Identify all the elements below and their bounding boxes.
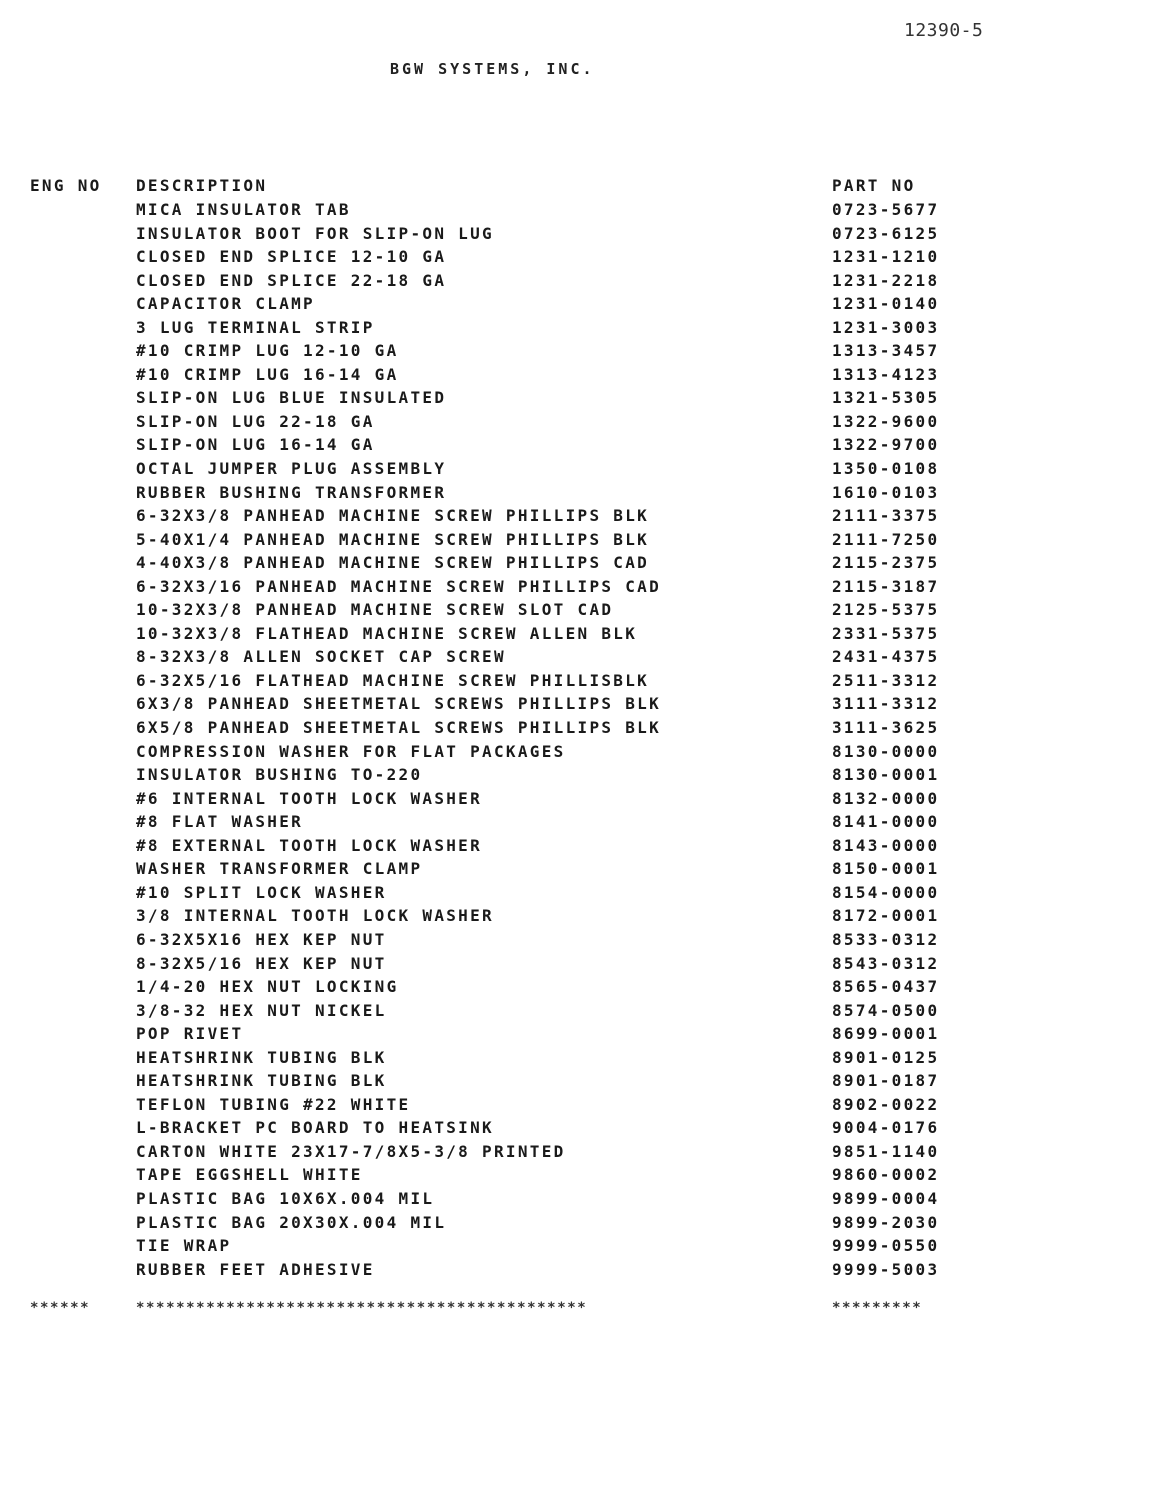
item-part-number: 9899-2030 [832,1212,940,1232]
item-description: SLIP-ON LUG BLUE INSULATED [136,388,447,408]
list-item [0,718,1150,742]
item-description: 3 LUG TERMINAL STRIP [136,317,375,337]
item-part-number: 1313-4123 [832,364,940,384]
document-number: 12390-5 [904,20,984,41]
list-item [0,647,1150,671]
item-description: HEATSHRINK TUBING BLK [136,1071,387,1091]
item-part-number: 0723-5677 [832,200,940,219]
list-item [0,1189,1150,1213]
list-item [0,1095,1150,1119]
item-part-number: 1231-0140 [832,294,940,314]
item-part-number: 8565-0437 [832,977,940,997]
item-part-number: 3111-3625 [832,718,940,738]
list-item [0,624,1150,648]
list-item [0,1118,1150,1142]
item-description: 10-32X3/8 FLATHEAD MACHINE SCREW ALLEN BLK [136,623,638,643]
item-description: 6X3/8 PANHEAD SHEETMETAL SCREWS PHILLIPS BLK [136,694,662,714]
column-header-row [0,176,1150,198]
item-description: #8 EXTERNAL TOOTH LOCK WASHER [136,835,483,855]
item-part-number: 8141-0000 [832,812,940,832]
item-part-number: 8574-0500 [832,1000,940,1020]
list-item [0,1071,1150,1095]
item-description: 6-32X5/16 FLATHEAD MACHINE SCREW PHILLISBLK [136,670,650,690]
item-description: 6-32X3/8 PANHEAD MACHINE SCREW PHILLIPS BLK [136,506,650,526]
item-part-number: 0723-6125 [832,223,940,243]
item-part-number: 9851-1140 [832,1141,940,1161]
item-part-number: 8699-0001 [832,1024,940,1044]
list-item [0,506,1150,530]
item-description: CAPACITOR CLAMP [136,294,315,314]
item-description: #6 INTERNAL TOOTH LOCK WASHER [136,788,483,808]
list-item [0,836,1150,860]
item-part-number: 9899-0004 [832,1188,940,1208]
list-item [0,1236,1150,1260]
item-part-number: 9999-0550 [832,1236,940,1256]
item-part-number: 2111-3375 [832,506,940,526]
item-part-number: 8130-0001 [832,765,940,785]
item-description: 6X5/8 PANHEAD SHEETMETAL SCREWS PHILLIPS BLK [136,718,662,738]
item-part-number: 8543-0312 [832,953,940,973]
part-no-header: PART NO [832,176,916,195]
item-description: 6-32X3/16 PANHEAD MACHINE SCREW PHILLIPS CAD [136,576,662,596]
item-part-number: 8901-0187 [832,1071,940,1091]
item-part-number: 1313-3457 [832,341,940,361]
parts-list [0,200,1150,1283]
list-item [0,789,1150,813]
description-separator: ********************************************* [136,1300,588,1316]
eng-no-separator: ****** [30,1300,91,1316]
item-part-number: 8533-0312 [832,929,940,949]
item-part-number: 9860-0002 [832,1165,940,1185]
item-description: INSULATOR BUSHING TO-220 [136,765,423,785]
item-description: TEFLON TUBING #22 WHITE [136,1094,411,1114]
list-item [0,1048,1150,1072]
list-item [0,883,1150,907]
item-description: CLOSED END SPLICE 12-10 GA [136,247,447,267]
item-part-number: 1321-5305 [832,388,940,408]
list-item [0,271,1150,295]
item-description: 6-32X5X16 HEX KEP NUT [136,929,387,949]
item-part-number: 2115-3187 [832,576,940,596]
item-part-number: 1350-0108 [832,459,940,479]
item-description: #10 CRIMP LUG 12-10 GA [136,341,399,361]
list-item [0,954,1150,978]
list-item [0,906,1150,930]
list-item [0,671,1150,695]
item-part-number: 8901-0125 [832,1047,940,1067]
item-part-number: 1322-9600 [832,411,940,431]
list-item [0,1213,1150,1237]
list-item [0,200,1150,224]
item-description: WASHER TRANSFORMER CLAMP [136,859,423,879]
item-part-number: 8150-0001 [832,859,940,879]
list-item [0,365,1150,389]
footer-separator-row [0,1300,1150,1322]
item-part-number: 1231-1210 [832,247,940,267]
list-item [0,318,1150,342]
list-item [0,812,1150,836]
item-part-number: 1231-2218 [832,270,940,290]
item-part-number: 9999-5003 [832,1259,940,1279]
list-item [0,1260,1150,1284]
list-item [0,224,1150,248]
list-item [0,977,1150,1001]
item-part-number: 3111-3312 [832,694,940,714]
item-part-number: 2111-7250 [832,529,940,549]
item-description: 10-32X3/8 PANHEAD MACHINE SCREW SLOT CAD [136,600,614,620]
item-description: 3/8-32 HEX NUT NICKEL [136,1000,387,1020]
item-description: PLASTIC BAG 20X30X.004 MIL [136,1212,447,1232]
item-description: TIE WRAP [136,1236,232,1256]
item-part-number: 8154-0000 [832,882,940,902]
item-description: OCTAL JUMPER PLUG ASSEMBLY [136,459,447,479]
list-item [0,577,1150,601]
item-description: 5-40X1/4 PANHEAD MACHINE SCREW PHILLIPS BLK [136,529,650,549]
item-description: SLIP-ON LUG 22-18 GA [136,411,375,431]
item-description: COMPRESSION WASHER FOR FLAT PACKAGES [136,741,566,761]
item-description: 3/8 INTERNAL TOOTH LOCK WASHER [136,906,494,926]
item-part-number: 1610-0103 [832,482,940,502]
list-item [0,530,1150,554]
item-description: #10 CRIMP LUG 16-14 GA [136,364,399,384]
list-item [0,742,1150,766]
list-item [0,600,1150,624]
list-item [0,694,1150,718]
description-header: DESCRIPTION [136,176,268,195]
item-part-number: 2115-2375 [832,553,940,573]
list-item [0,459,1150,483]
item-description: MICA INSULATOR TAB [136,200,351,219]
item-description: CARTON WHITE 23X17-7/8X5-3/8 PRINTED [136,1141,566,1161]
item-description: CLOSED END SPLICE 22-18 GA [136,270,447,290]
item-description: RUBBER BUSHING TRANSFORMER [136,482,447,502]
list-item [0,435,1150,459]
item-description: #8 FLAT WASHER [136,812,304,832]
item-description: POP RIVET [136,1024,244,1044]
item-part-number: 8143-0000 [832,835,940,855]
item-description: 8-32X3/8 ALLEN SOCKET CAP SCREW [136,647,506,667]
item-description: INSULATOR BOOT FOR SLIP-ON LUG [136,223,494,243]
list-item [0,930,1150,954]
part-no-separator: ********* [832,1300,923,1316]
company-name: BGW SYSTEMS, INC. [390,60,595,78]
item-description: 4-40X3/8 PANHEAD MACHINE SCREW PHILLIPS CAD [136,553,650,573]
item-part-number: 2331-5375 [832,623,940,643]
list-item [0,1142,1150,1166]
item-description: SLIP-ON LUG 16-14 GA [136,435,375,455]
item-part-number: 1322-9700 [832,435,940,455]
item-description: L-BRACKET PC BOARD TO HEATSINK [136,1118,494,1138]
item-description: 1/4-20 HEX NUT LOCKING [136,977,399,997]
list-item [0,388,1150,412]
item-description: HEATSHRINK TUBING BLK [136,1047,387,1067]
eng-no-header: ENG NO [30,176,102,195]
list-item [0,247,1150,271]
list-item [0,765,1150,789]
list-item [0,553,1150,577]
item-part-number: 8172-0001 [832,906,940,926]
list-item [0,859,1150,883]
list-item [0,341,1150,365]
item-part-number: 8132-0000 [832,788,940,808]
list-item [0,1001,1150,1025]
item-part-number: 2431-4375 [832,647,940,667]
item-part-number: 2511-3312 [832,670,940,690]
item-part-number: 9004-0176 [832,1118,940,1138]
list-item [0,1165,1150,1189]
item-description: 8-32X5/16 HEX KEP NUT [136,953,387,973]
item-description: TAPE EGGSHELL WHITE [136,1165,363,1185]
item-part-number: 8902-0022 [832,1094,940,1114]
item-part-number: 2125-5375 [832,600,940,620]
list-item [0,412,1150,436]
item-part-number: 1231-3003 [832,317,940,337]
item-description: PLASTIC BAG 10X6X.004 MIL [136,1188,435,1208]
item-description: RUBBER FEET ADHESIVE [136,1259,375,1279]
item-description: #10 SPLIT LOCK WASHER [136,882,387,902]
list-item [0,483,1150,507]
list-item [0,294,1150,318]
list-item [0,1024,1150,1048]
item-part-number: 8130-0000 [832,741,940,761]
